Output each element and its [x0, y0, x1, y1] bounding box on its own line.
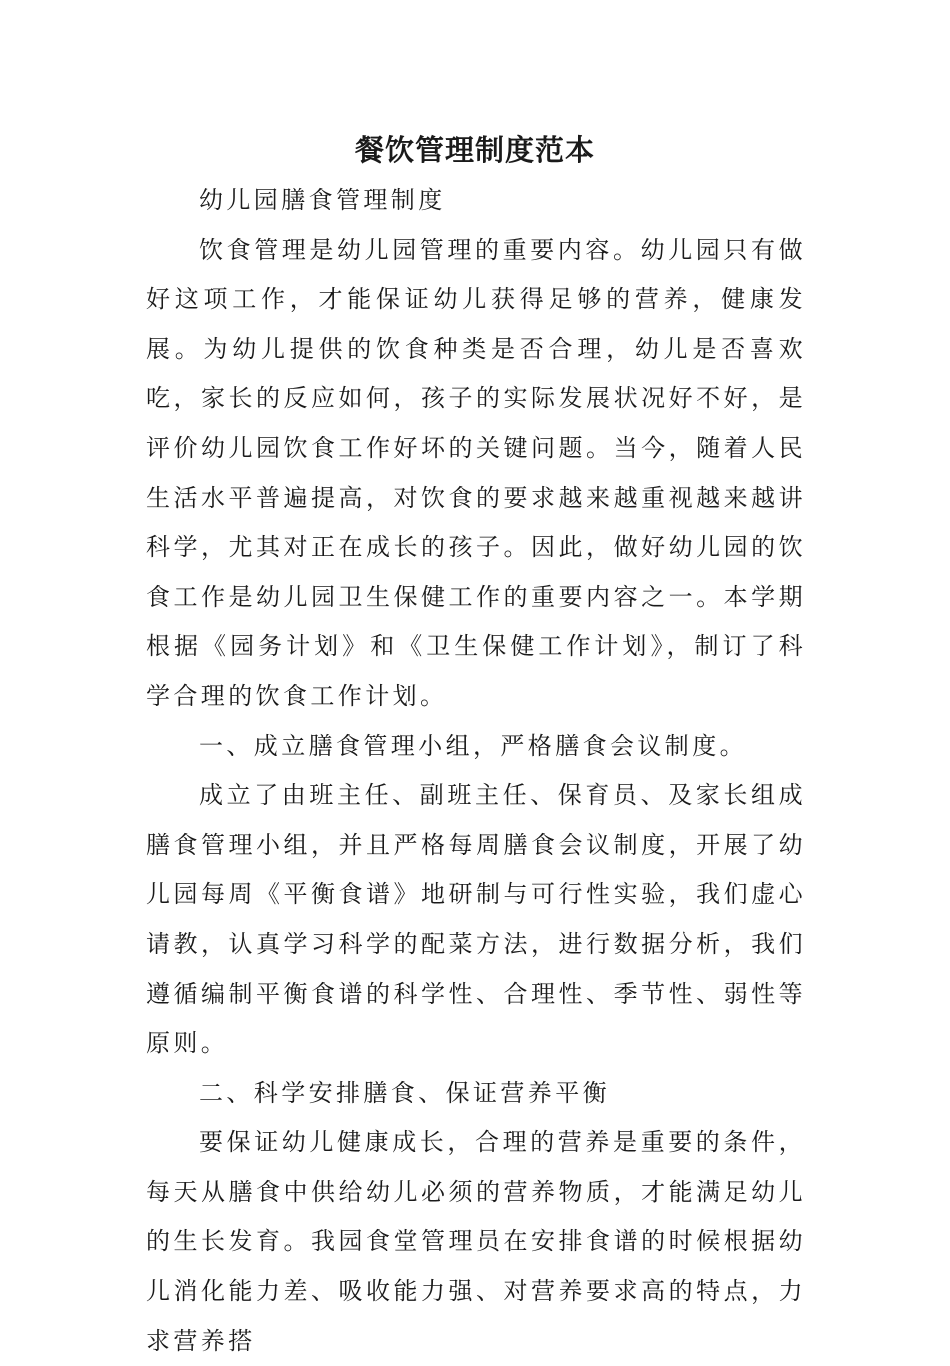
document-body	[146, 176, 806, 1366]
paragraph: 成立了由班主任、副班主任、保育员、及家长组成膳食管理小组，并且严格每周膳食会议制度，开展了幼儿园每周《平衡食谱》地研制与可行性实验，我们虚心请教，认真学习科学的配菜方法，进行数据分析，我们遵循编制平衡食谱的科学性、合理性、季节性、弱性等原则。	[146, 781, 806, 1058]
document-title: 餐饮管理制度范本	[354, 133, 595, 167]
section-heading: 二、科学安排膳食、保证营养平衡	[199, 1078, 610, 1107]
section-heading: 幼儿园膳食管理制度	[199, 186, 446, 214]
paragraph: 要保证幼儿健康成长，合理的营养是重要的条件，每天从膳食中供给幼儿必须的营养物质，才能满足幼儿的生长发育。我园食堂管理员在安排食谱的时候根据幼儿消化能力差、吸收能力强、对营养要求高的特点，力求营养搭	[146, 1128, 806, 1355]
section-heading: 一、成立膳食管理小组，严格膳食会议制度。	[199, 731, 747, 760]
paragraph: 饮食管理是幼儿园管理的重要内容。幼儿园只有做好这项工作，才能保证幼儿获得足够的营养，健康发展。为幼儿提供的饮食种类是否合理，幼儿是否喜欢吃，家长的反应如何，孩子的实际发展状况好不好，是评价幼儿园饮食工作好坏的关键问题。当今，随着人民生活水平普遍提高，对饮食的要求越来越重视越来越讲科学，尤其对正在成长的孩子。因此，做好幼儿园的饮食工作是幼儿园卫生保健工作的重要内容之一。本学期根据《园务计划》和《卫生保健工作计划》，制订了科学合理的饮食工作计划。	[146, 235, 806, 710]
